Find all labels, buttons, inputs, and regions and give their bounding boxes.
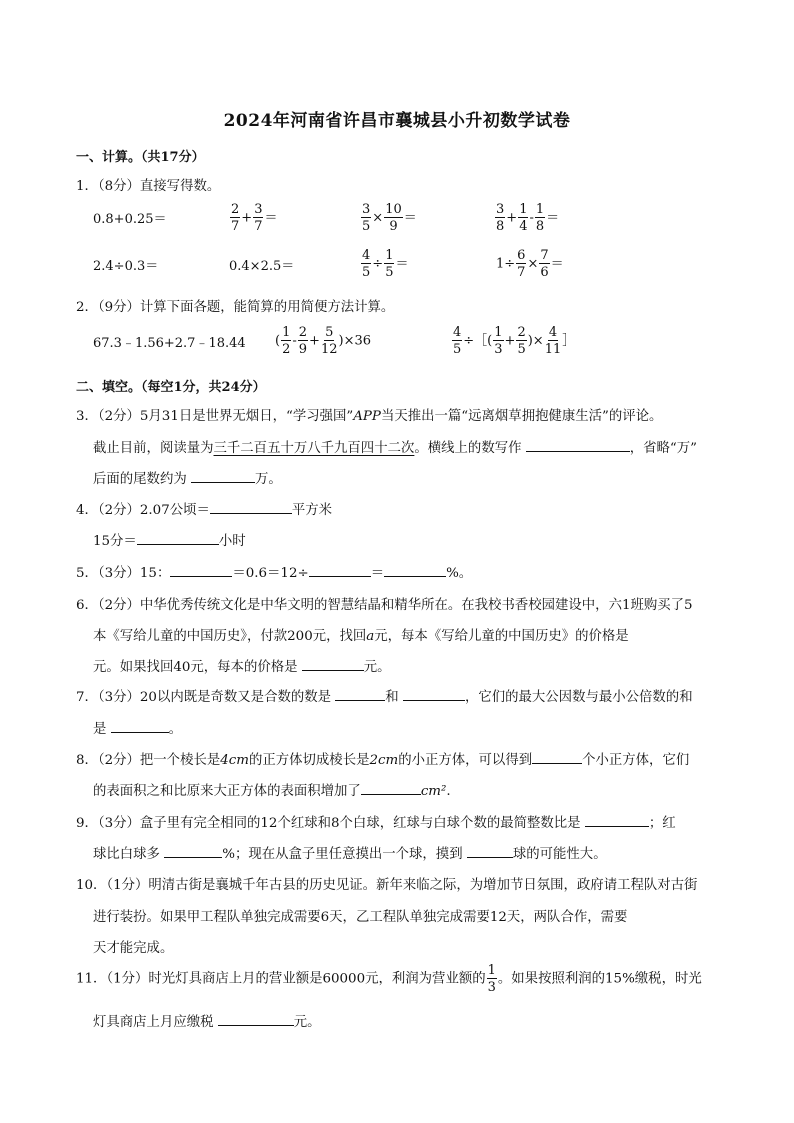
question-11-line-2: 灯具商店上月应缴税 元。 <box>93 1015 321 1030</box>
question-4-line-1: 4．（2分）2.07公顷＝ 平方米 <box>76 503 333 518</box>
q2-expression-3: $\frac{4}{5}$ ÷［( $\frac{1}{3}$ + $\frac{2}{5}$ )× $\frac{4}{11}$ ］ <box>453 325 576 357</box>
q2-expression-2: ( $\frac{1}{2}$ - $\frac{2}{9}$ + $\frac{5}{12}$ )×36 <box>275 325 372 357</box>
q1-item-2: $\frac{2}{7}$ + $\frac{3}{7}$ ＝ <box>231 202 278 234</box>
answer-blank[interactable] <box>137 532 219 545</box>
fraction-one-third: $\frac{1}{3}$ <box>487 963 496 995</box>
q1-item-5: 2.4÷0.3＝ <box>93 259 159 274</box>
question-9-line-1: 9．（3分）盒子里有完全相同的12个红球和8个白球，红球与白球个数的最简整数比是 ；红 <box>76 816 676 831</box>
question-7-line-2: 是 。 <box>93 722 183 737</box>
question-3-line-2: 截止目前，阅读量为三千二百五十万八千九百四十二次。横线上的数写作 ，省略“万” <box>93 441 698 456</box>
answer-blank[interactable] <box>218 1013 294 1026</box>
answer-blank[interactable] <box>526 439 630 452</box>
question-6-line-3: 元。如果找回40元，每本的价格是 元。 <box>93 660 391 675</box>
question-10-line-1: 10．（1分）明清古街是襄城千年古县的历史见证。新年来临之际，为增加节日氛围，政府请工程队对古街 <box>76 878 698 893</box>
question-9-line-2: 球比白球多 %；现在从盒子里任意摸出一个球，摸到 球的可能性大。 <box>93 847 607 862</box>
q1-item-8: 1÷ $\frac{6}{7}$ × $\frac{7}{6}$ ＝ <box>496 248 564 280</box>
question-3-line-3: 后面的尾数约为 万。 <box>93 472 282 487</box>
answer-blank[interactable] <box>403 688 465 701</box>
question-8-line-2: 的表面积之和比原来大正方体的表面积增加了 cm². <box>93 784 451 799</box>
q1-item-6: 0.4×2.5＝ <box>229 259 295 274</box>
question-10-line-3: 天才能完成。 <box>93 941 174 956</box>
answer-blank[interactable] <box>191 470 255 483</box>
question-4-line-2: 15分＝ 小时 <box>93 534 246 549</box>
section-2-heading: 二、填空。（每空1分，共24分） <box>76 380 266 395</box>
q1-item-3: $\frac{3}{5}$ × $\frac{10}{9}$ ＝ <box>362 202 417 234</box>
answer-blank[interactable] <box>467 845 513 858</box>
section-1-heading: 一、计算。（共17分） <box>76 150 205 165</box>
answer-blank[interactable] <box>585 814 649 827</box>
answer-blank[interactable] <box>111 720 169 733</box>
question-2-label: 2．（9分）计算下面各题，能简算的用简便方法计算。 <box>76 300 395 315</box>
answer-blank[interactable] <box>164 845 222 858</box>
question-7-line-1: 7．（3分）20以内既是奇数又是合数的数是 和 ，它们的最大公因数与最小公倍数的和 <box>76 690 693 705</box>
answer-blank[interactable] <box>532 751 582 764</box>
page-title: 2024年河南省许昌市襄城县小升初数学试卷 <box>223 111 571 131</box>
question-3-line-1: 3．（2分）5月31日是世界无烟日，“学习强国”APP当天推出一篇“远离烟草拥抱健康生活”的评论。 <box>76 409 663 424</box>
answer-blank[interactable] <box>361 782 421 795</box>
answer-blank[interactable] <box>302 658 364 671</box>
question-10-line-2: 进行装扮。如果甲工程队单独完成需要6天，乙工程队单独完成需要12天，两队合作，需要 <box>93 910 628 925</box>
question-6-line-1: 6．（2分）中华优秀传统文化是中华文明的智慧结晶和精华所在。在我校书香校园建设中，六1班购买了5 <box>76 598 693 613</box>
answer-blank[interactable] <box>384 564 446 577</box>
question-5: 5．（3分）15： ＝0.6＝12÷ ＝ %。 <box>76 566 473 581</box>
q1-item-7: $\frac{4}{5}$ ÷ $\frac{1}{5}$ ＝ <box>362 248 409 280</box>
question-1-label: 1．（8分）直接写得数。 <box>76 179 221 194</box>
answer-blank[interactable] <box>170 564 232 577</box>
answer-blank[interactable] <box>335 688 385 701</box>
question-8-line-1: 8．（2分）把一个棱长是4cm的正方体切成棱长是2cm的小正方体，可以得到 个小正方体，它们 <box>76 753 690 768</box>
answer-blank[interactable] <box>210 501 292 514</box>
q2-expression-1: 67.3﹣1.56+2.7﹣18.44 <box>93 336 246 351</box>
question-11-line-1: 11．（1分）时光灯具商店上月的营业额是60000元，利润为营业额的 $\frac{1}{3}$ 。如果按照利润的15%缴税，时光 <box>76 963 702 995</box>
q1-item-4: $\frac{3}{8}$ + $\frac{1}{4}$ - $\frac{1}{8}$ ＝ <box>496 202 560 234</box>
answer-blank[interactable] <box>309 564 371 577</box>
q1-item-1: 0.8+0.25＝ <box>93 212 167 227</box>
question-6-line-2: 本《写给儿童的中国历史》，付款200元，找回a元，每本《写给儿童的中国历史》的价格是 <box>93 629 629 644</box>
